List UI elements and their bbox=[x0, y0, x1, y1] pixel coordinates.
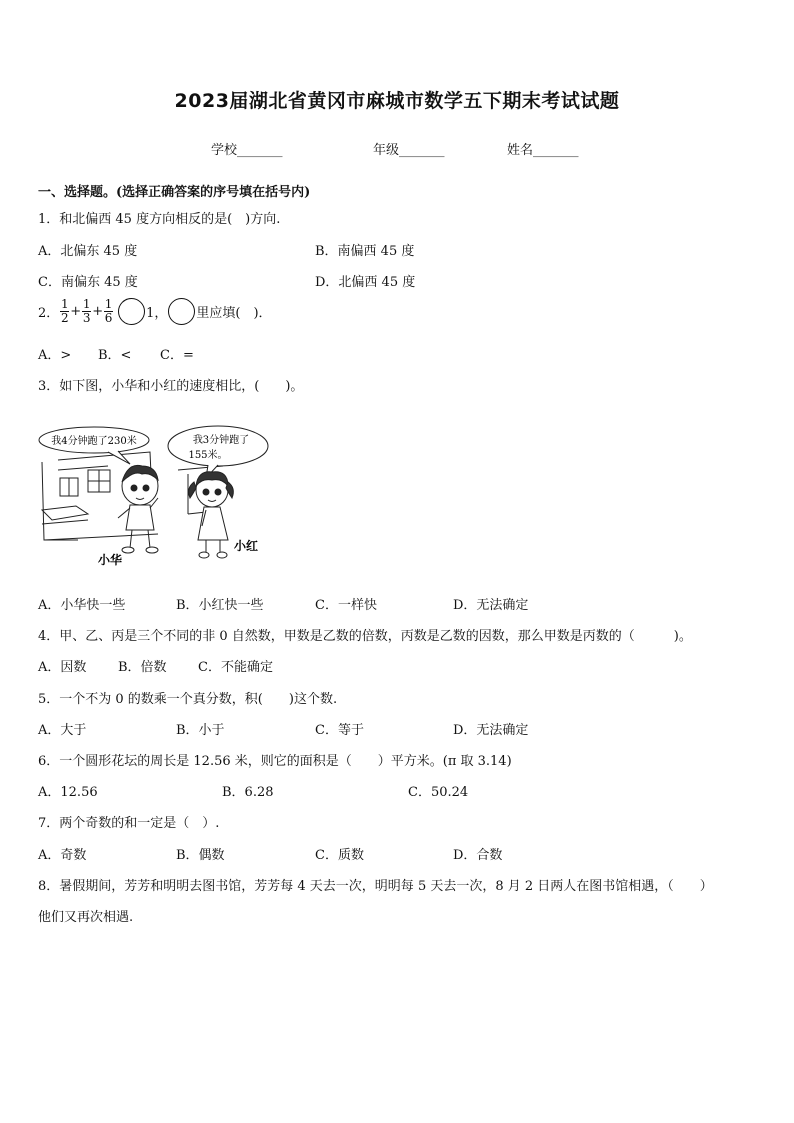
girl-name-label: 小红 bbox=[234, 539, 259, 553]
question-1-option-c: C．南偏东 45 度 bbox=[38, 275, 138, 290]
section-heading: 一、选择题。(选择正确答案的序号填在括号内) bbox=[38, 185, 311, 200]
question-4-option-a: A．因数 bbox=[38, 660, 87, 675]
question-1-option-a: A．北偏东 45 度 bbox=[38, 244, 138, 259]
boy-name-label: 小华 bbox=[98, 553, 123, 567]
question-2-number: 2． bbox=[38, 306, 60, 321]
question-2-option-a: A．> bbox=[38, 348, 72, 363]
fraction-denominator: 2 bbox=[60, 311, 69, 325]
question-7-option-d: D．合数 bbox=[453, 848, 503, 863]
question-5-option-b: B．小于 bbox=[176, 723, 225, 738]
question-3-option-c: C．一样快 bbox=[315, 598, 377, 613]
question-1-option-b: B．南偏西 45 度 bbox=[315, 244, 415, 259]
bubble-2-text-line1: 我3分钟跑了 bbox=[192, 435, 250, 446]
question-7-option-c: C．质数 bbox=[315, 848, 364, 863]
question-7-option-a: A．奇数 bbox=[38, 848, 87, 863]
question-6-stem: 6．一个圆形花坛的周长是 12.56 米，则它的面积是（ ）平方米。(π 取 3.14) bbox=[38, 754, 512, 769]
question-3-option-a: A．小华快一些 bbox=[38, 598, 126, 613]
question-2-tail: 里应填( )． bbox=[196, 306, 272, 321]
question-6-option-a: A．12.56 bbox=[38, 785, 98, 800]
fraction-one-third bbox=[82, 298, 91, 325]
fraction-one-half bbox=[60, 298, 69, 325]
question-2-stem bbox=[38, 298, 272, 325]
question-3-option-d: D．无法确定 bbox=[453, 598, 529, 613]
question-5-stem: 5．一个不为 0 的数乘一个真分数，积( )这个数. bbox=[38, 692, 338, 707]
question-3-stem: 3．如下图，小华和小红的速度相比，( )。 bbox=[38, 379, 304, 394]
question-6-option-c: C．50.24 bbox=[408, 785, 469, 800]
question-1-option-d: D．北偏西 45 度 bbox=[315, 275, 416, 290]
building-outline bbox=[42, 462, 78, 540]
question-8-stem-line1: 8．暑假期间，芳芳和明明去图书馆，芳芳每 4 天去一次，明明每 5 天去一次，8 月 2 日两人在图书馆相遇，（ ） bbox=[38, 879, 713, 894]
question-8-stem-line2: 他们又再次相遇. bbox=[38, 910, 134, 925]
fraction-denominator: 3 bbox=[82, 311, 91, 325]
bubble-1-text: 我4分钟跑了230米 bbox=[51, 436, 137, 447]
page-title: 2023届湖北省黄冈市麻城市数学五下期末考试试题 bbox=[174, 90, 620, 112]
plus-sign: + bbox=[92, 304, 104, 319]
grade-field: 年级_______ bbox=[373, 143, 445, 158]
question-5-option-a: A．大于 bbox=[38, 723, 87, 738]
question-7-stem: 7．两个奇数的和一定是（ ）. bbox=[38, 816, 220, 831]
answer-circle bbox=[118, 298, 145, 325]
fraction-denominator: 6 bbox=[104, 311, 113, 325]
question-3-option-b: B．小红快一些 bbox=[176, 598, 264, 613]
answer-circle bbox=[168, 298, 195, 325]
question-4-stem: 4．甲、乙、丙是三个不同的非 0 自然数，甲数是乙数的倍数，丙数是乙数的因数，那么甲数是丙数的（ )。 bbox=[38, 629, 692, 644]
bubble-2-text-line2: 155米。 bbox=[188, 450, 228, 461]
question-2-option-b: B．< bbox=[98, 348, 132, 363]
name-field: 姓名_______ bbox=[507, 143, 579, 158]
question-6-option-b: B．6.28 bbox=[222, 785, 274, 800]
fraction-numerator: 1 bbox=[60, 297, 69, 311]
children-illustration bbox=[38, 418, 278, 574]
question-1-stem: 1．和北偏西 45 度方向相反的是( )方向. bbox=[38, 212, 281, 227]
question-5-option-d: D．无法确定 bbox=[453, 723, 529, 738]
question-4-option-b: B．倍数 bbox=[118, 660, 167, 675]
question-4-option-c: C．不能确定 bbox=[198, 660, 273, 675]
boy-figure bbox=[118, 465, 158, 553]
fraction-numerator: 1 bbox=[82, 297, 91, 311]
fraction-one-sixth bbox=[104, 298, 113, 325]
one-value: 1， bbox=[146, 306, 168, 321]
question-2-option-c: C．= bbox=[160, 348, 194, 363]
question-5-option-c: C．等于 bbox=[315, 723, 364, 738]
question-7-option-b: B．偶数 bbox=[176, 848, 225, 863]
girl-figure bbox=[189, 472, 234, 558]
plus-sign: + bbox=[70, 304, 82, 319]
fraction-numerator: 1 bbox=[104, 297, 113, 311]
school-field: 学校_______ bbox=[211, 143, 283, 158]
